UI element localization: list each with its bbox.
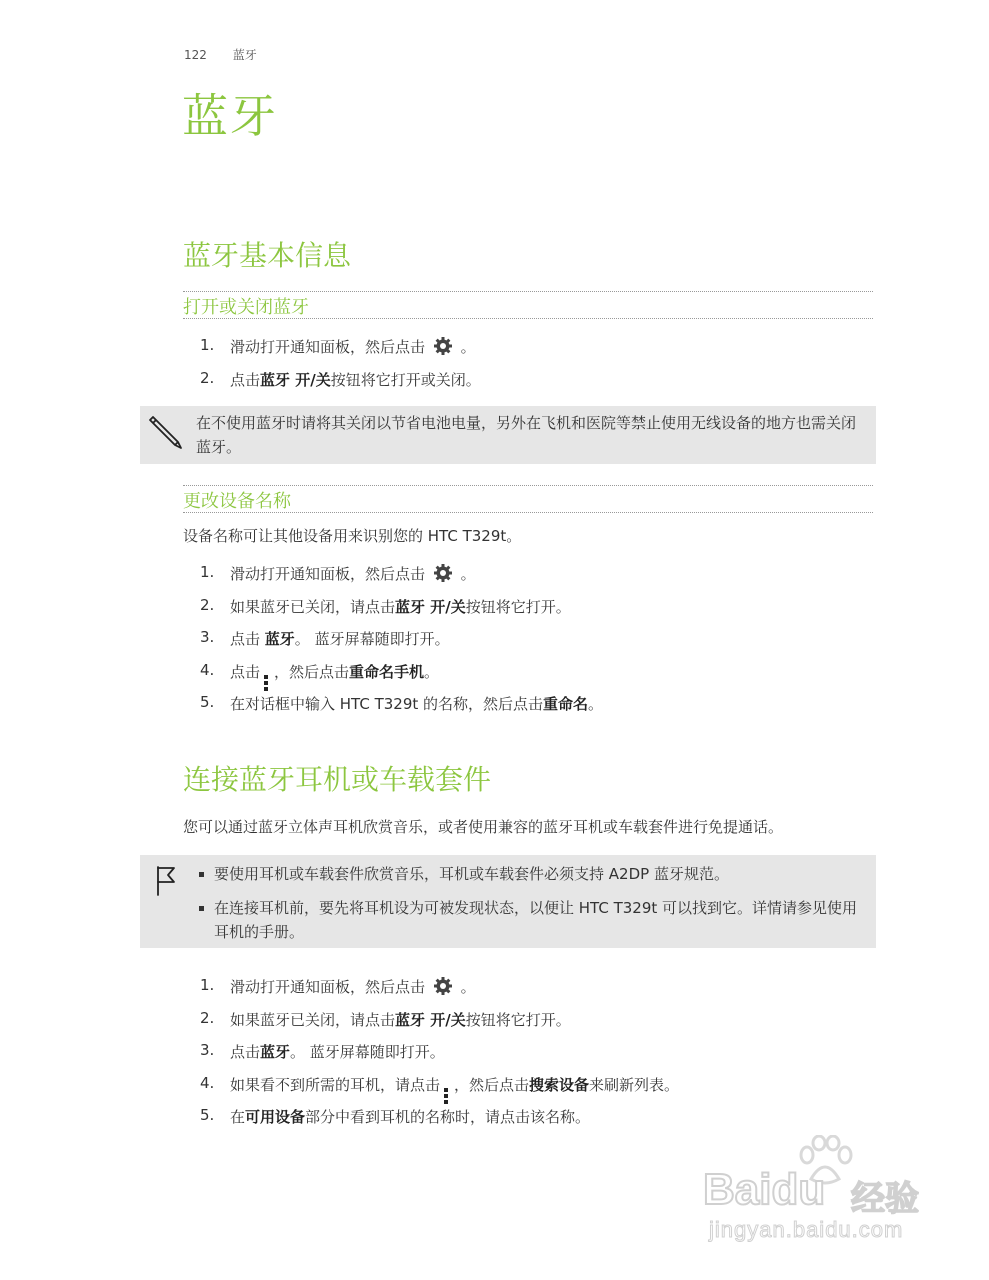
step-text: 。 — [460, 978, 476, 996]
rename-intro: 设备名称可让其他设备用来识别您的 HTC T329t。 — [183, 527, 522, 545]
step-text: 在对话框中输入 HTC T329t 的名称，然后点击 — [230, 695, 544, 713]
step-text: 滑动打开通知面板，然后点击 — [230, 978, 426, 996]
list-item — [200, 563, 603, 596]
list-item — [200, 596, 603, 629]
tip-list-wrap — [198, 862, 860, 954]
flag-icon — [154, 865, 180, 897]
step-text: 点击 — [230, 662, 261, 681]
step-text: 。 — [460, 565, 476, 583]
list-item — [200, 1074, 679, 1107]
list-item — [200, 336, 481, 369]
list-item — [200, 628, 603, 661]
step-number: 3. — [200, 628, 215, 646]
list-item: 在连接耳机前，要先将耳机设为可被发现状态，以便让 HTC T329t 可以找到它。详情请参见使用耳机的手册。 — [198, 896, 860, 944]
list-item — [200, 661, 603, 694]
ui-term: 蓝牙 开/关 — [395, 597, 466, 616]
step-number: 2. — [200, 1008, 215, 1027]
step-number: 1. — [200, 336, 215, 354]
list-item — [200, 976, 679, 1009]
running-header — [184, 46, 257, 63]
step-text: ，然后点击 — [454, 1075, 530, 1094]
page-number: 122 — [184, 48, 207, 62]
list-item — [200, 1009, 679, 1042]
step-text: 如果看不到所需的耳机，请点击 — [230, 1075, 441, 1094]
step-text: 按钮将它打开。 — [465, 597, 571, 616]
steps-rename — [200, 563, 603, 726]
step-text: 。 蓝牙屏幕随即打开。 — [290, 1043, 445, 1061]
step-text: 在 — [230, 1108, 246, 1126]
ui-term: 搜索设备 — [529, 1075, 590, 1094]
note-box — [140, 406, 876, 464]
chapter-title: 蓝牙 — [182, 89, 278, 143]
step-number: 2. — [200, 368, 215, 387]
step-text: 。 — [460, 338, 476, 356]
step-text: 。 蓝牙屏幕随即打开。 — [294, 630, 450, 648]
overflow-menu-icon — [264, 675, 268, 691]
headset-intro: 您可以通过蓝牙立体声耳机欣赏音乐，或者使用兼容的蓝牙耳机或车载套件进行免提通话。 — [183, 818, 784, 836]
step-text: 点击 — [230, 1043, 261, 1061]
ui-term: 蓝牙 开/关 — [395, 1010, 466, 1029]
step-text: 点击 — [230, 370, 261, 389]
tip-box — [140, 855, 876, 948]
baidu-watermark — [703, 1135, 933, 1245]
tip-list — [198, 862, 860, 944]
step-text: 如果蓝牙已关闭，请点击 — [230, 1010, 396, 1029]
step-text: 部分中看到耳机的名称时，请点击该名称。 — [305, 1108, 591, 1126]
step-text: 如果蓝牙已关闭，请点击 — [230, 597, 396, 616]
ui-term: 重命名 — [543, 695, 589, 713]
step-text: 按钮将它打开或关闭。 — [330, 370, 481, 389]
running-section: 蓝牙 — [232, 48, 257, 62]
step-number: 5. — [200, 693, 215, 711]
step-text: ，然后点击 — [274, 662, 350, 681]
steps-toggle — [200, 336, 481, 401]
ui-term: 重命名手机 — [349, 662, 425, 681]
step-number: 2. — [200, 595, 215, 614]
list-item — [200, 369, 481, 402]
section-title-basics: 蓝牙基本信息 — [183, 239, 352, 272]
gear-icon — [433, 976, 453, 996]
step-text: 来刷新列表。 — [589, 1075, 680, 1094]
section-title-headset: 连接蓝牙耳机或车载套件 — [183, 763, 492, 796]
step-text: 按钮将它打开。 — [465, 1010, 571, 1029]
steps-headset — [200, 976, 679, 1139]
step-text: 点击 — [230, 630, 265, 648]
ui-term: 蓝牙 — [264, 630, 295, 648]
ui-term: 蓝牙 开/关 — [260, 370, 331, 389]
gear-icon — [433, 336, 453, 356]
step-text: 滑动打开通知面板，然后点击 — [230, 338, 426, 356]
watermark-url: jingyan.baidu.com — [709, 1217, 904, 1242]
step-text: 。 — [424, 662, 440, 681]
step-number: 5. — [200, 1106, 215, 1124]
step-number: 4. — [200, 1073, 215, 1092]
ui-term: 可用设备 — [245, 1108, 306, 1126]
step-number: 3. — [200, 1041, 215, 1059]
subsection-rename-device — [183, 485, 873, 513]
ui-term: 蓝牙 — [260, 1043, 291, 1061]
step-number: 4. — [200, 660, 215, 679]
subsection-title: 打开或关闭蓝牙 — [183, 297, 309, 318]
overflow-menu-icon — [444, 1088, 448, 1104]
list-item — [200, 1041, 679, 1074]
subsection-title: 更改设备名称 — [183, 491, 291, 512]
pencil-icon — [148, 412, 184, 450]
note-text: 在不使用蓝牙时请将其关闭以节省电池电量，另外在飞机和医院等禁止使用无线设备的地方也需关闭蓝牙。 — [196, 414, 857, 456]
watermark-brand — [703, 1165, 825, 1215]
step-text: 滑动打开通知面板，然后点击 — [230, 565, 426, 583]
step-number: 1. — [200, 976, 215, 994]
step-text: 。 — [588, 695, 604, 713]
subsection-toggle-bluetooth — [183, 291, 873, 319]
list-item: 要使用耳机或车载套件欣赏音乐，耳机或车载套件必须支持 A2DP 蓝牙规范。 — [198, 862, 860, 886]
watermark-suffix: 经验 — [851, 1179, 919, 1219]
list-item — [200, 1106, 679, 1139]
watermark-brand-text: Baidu — [703, 1165, 826, 1214]
list-item — [200, 693, 603, 726]
gear-icon — [433, 563, 453, 583]
step-number: 1. — [200, 563, 215, 581]
